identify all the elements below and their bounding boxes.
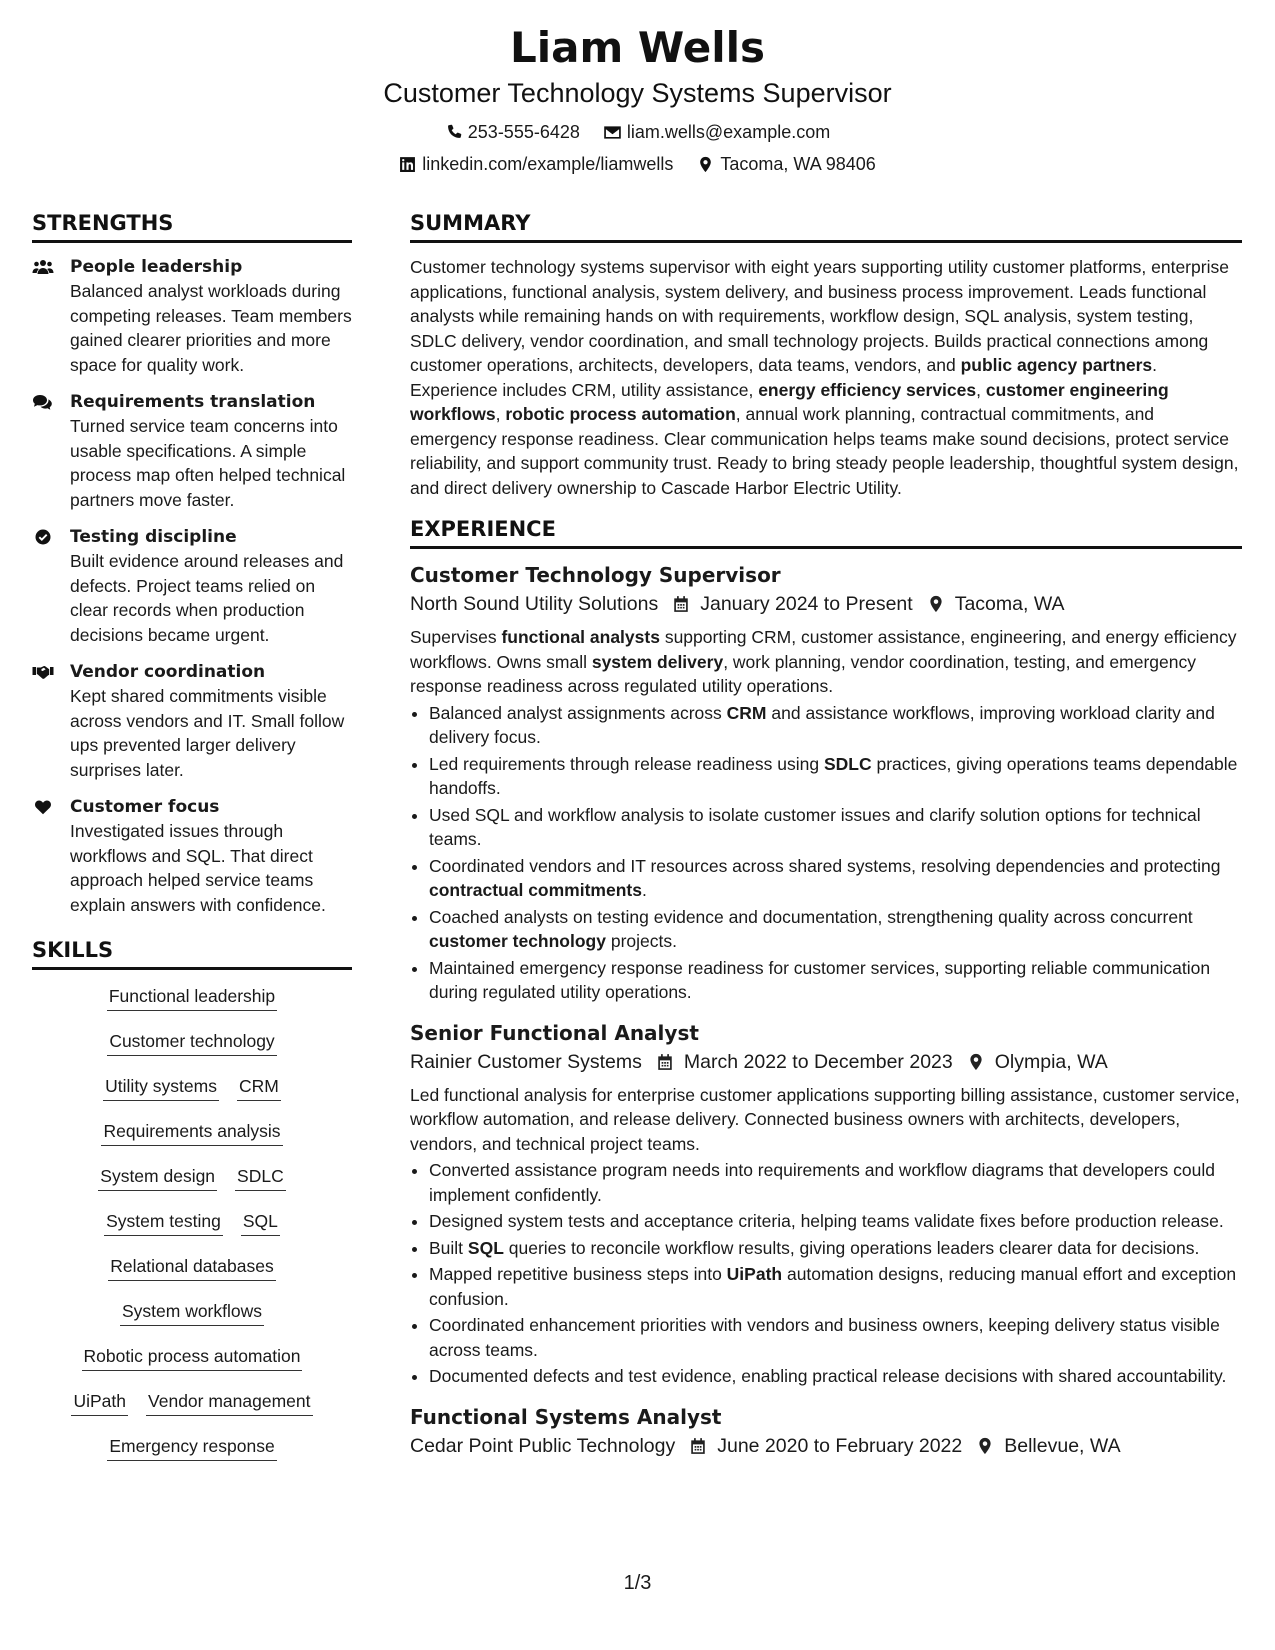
company-name: North Sound Utility Solutions (410, 593, 659, 615)
job-location (976, 1431, 1120, 1461)
company-name: Cedar Point Public Technology (410, 1434, 676, 1457)
skill-tag: SDLC (235, 1164, 286, 1191)
skill-row (32, 1254, 352, 1299)
text-run: , (976, 379, 986, 400)
skill-tag: System design (98, 1164, 217, 1191)
job-dates (656, 1047, 953, 1077)
bullet-item (429, 1313, 1242, 1362)
skill-row (32, 1389, 352, 1434)
emphasis-text: contractual commitments (429, 880, 642, 900)
skill-tag: Customer technology (107, 1029, 276, 1056)
strengths-list (32, 255, 352, 917)
text-run: Led requirements through release readiness using (429, 753, 824, 774)
bullet-item (429, 701, 1242, 750)
phone-text: 253-555-6428 (467, 122, 580, 142)
strength-item (32, 660, 352, 782)
text-run: . (641, 880, 647, 900)
text-run: Built (429, 1237, 468, 1258)
job-bullets (410, 1158, 1242, 1389)
skill-tag: Functional leadership (107, 984, 277, 1011)
job-title: Senior Functional Analyst (410, 1020, 699, 1045)
skills-section (32, 937, 352, 1479)
experience-list (410, 561, 1242, 1461)
left-column (32, 210, 352, 1479)
text-run: , work planning, vendor coordination, testing, and emergency response readiness across regulated utility operations. (410, 651, 1196, 696)
chat-icon (32, 390, 58, 512)
text-run: Customer technology systems supervisor with eight years supporting utility customer platforms, enterprise applications, functional analysis, system delivery, and business process improvement. Leads functional analysts while remaining hands on with requirements, workflow design, SQL analysis, system testing, SDLC delivery, vendor coordination, and small technology projects. Builds practical connections among customer operations, architects, developers, data teams, vendors, and (410, 257, 1229, 375)
emphasis-text: system delivery (591, 651, 724, 672)
text-run: Mapped repetitive business steps into (429, 1264, 727, 1284)
linkedin-icon (399, 156, 416, 173)
strength-desc: Built evidence around releases and defects. Project teams relied on clear records when production decisions became urgent. (70, 551, 344, 645)
heart-icon (32, 795, 58, 917)
text-run: Used SQL and workflow analysis to isolate customer issues and clarify solution options for technical teams. (429, 804, 1201, 849)
check-circle-icon (32, 525, 58, 647)
job-location-text: Olympia, WA (994, 1050, 1108, 1073)
bullet-item (429, 905, 1242, 954)
skill-tag: UiPath (71, 1389, 128, 1416)
map-pin-icon (967, 1053, 985, 1071)
strength-body (70, 525, 352, 647)
emphasis-text: UiPath (726, 1264, 783, 1284)
strength-body (70, 795, 352, 917)
text-run: , annual work planning, contractual commitments, and emergency response readiness. Clear communication helps teams make sound decisions, protect service reliability, and support community trust. Ready to bring steady people leadership, thoughtful system design, and direct delivery ownership to Cascade Harbor Electric Utility. (410, 404, 1239, 498)
job-location-text: Tacoma, WA (954, 593, 1065, 615)
job-entry (410, 561, 1242, 1005)
job-meta (410, 589, 1242, 619)
linkedin-text: linkedin.com/example/liamwells (422, 154, 674, 174)
contact-row-1 (0, 120, 1275, 144)
contact-phone (445, 120, 580, 144)
text-run: Coached analysts on testing evidence and documentation, strengthening quality across concurrent (429, 906, 1193, 927)
bullet-item (429, 1236, 1242, 1261)
job-location-text: Bellevue, WA (1004, 1434, 1121, 1457)
resume-header (0, 22, 1275, 176)
handshake-icon (32, 660, 58, 782)
strength-title: Testing discipline (70, 527, 237, 547)
emphasis-text: CRM (726, 702, 767, 723)
company-name: Rainier Customer Systems (410, 1050, 642, 1073)
skill-row (32, 1344, 352, 1389)
emphasis-text: SDLC (823, 753, 872, 774)
bullet-item (429, 752, 1242, 801)
text-run: and assistance workflows, improving workload clarity and delivery focus. (429, 702, 1215, 747)
text-run: Converted assistance program needs into requirements and workflow diagrams that developers could implement confidently. (429, 1160, 1215, 1205)
bullet-item (429, 1209, 1242, 1234)
right-column (410, 210, 1242, 1475)
text-run: Led functional analysis for enterprise customer applications supporting billing assistance, customer service, workflow automation, and release delivery. Connected business owners with architects, developers, vendors, and technical project teams. (410, 1084, 1240, 1154)
envelope-icon (604, 124, 621, 141)
skill-tag: Robotic process automation (82, 1344, 303, 1371)
page-number: 1/3 (623, 1572, 652, 1594)
summary-text (410, 255, 1242, 500)
strength-title: People leadership (70, 257, 243, 277)
strength-body (70, 390, 352, 512)
job-dates (672, 589, 912, 619)
bullet-item (429, 803, 1242, 852)
text-run: Coordinated vendors and IT resources across shared systems, resolving dependencies and protecting (429, 855, 1221, 876)
skill-row (32, 1164, 352, 1209)
contact-linkedin[interactable] (399, 152, 673, 176)
skill-tag: Relational databases (108, 1254, 275, 1281)
calendar-icon (689, 1437, 707, 1455)
skill-tag: Requirements analysis (101, 1119, 282, 1146)
text-run: Maintained emergency response readiness for customer services, supporting reliable communication during regulated utility operations. (429, 957, 1211, 1002)
job-meta (410, 1047, 1242, 1077)
job-entry (410, 1019, 1242, 1389)
skill-tag: CRM (237, 1074, 281, 1101)
job-bullets (410, 701, 1242, 1005)
bullet-item (429, 854, 1242, 903)
strength-body (70, 255, 352, 377)
job-description (410, 625, 1242, 699)
map-pin-icon (927, 595, 945, 613)
text-run: Coordinated enhancement priorities with vendors and business owners, keeping delivery status visible across teams. (429, 1315, 1220, 1360)
skill-row (32, 1434, 352, 1479)
job-dates (689, 1431, 962, 1461)
job-title: Functional Systems Analyst (410, 1404, 722, 1429)
text-run: Supervises (410, 627, 502, 647)
text-run: supporting CRM, customer assistance, engineering, and energy efficiency workflows. Owns small (410, 627, 1237, 672)
people-icon (32, 255, 58, 377)
contact-location (697, 152, 875, 176)
emphasis-text: public agency partners (960, 355, 1153, 375)
strength-item (32, 795, 352, 917)
emphasis-text: functional analysts (501, 627, 660, 647)
job-title: Customer Technology Supervisor (410, 563, 781, 587)
skill-row (32, 1299, 352, 1344)
skill-tag: System workflows (120, 1299, 264, 1326)
strength-title: Requirements translation (70, 392, 316, 412)
emphasis-text: SQL (467, 1237, 504, 1258)
strength-desc: Investigated issues through workflows and SQL. That direct approach helped service teams explain answers with confidence. (70, 821, 326, 915)
skills-list (32, 982, 352, 1479)
emphasis-text: customer technology (429, 931, 606, 951)
calendar-icon (656, 1053, 674, 1071)
map-pin-icon (697, 156, 714, 173)
text-run: . Experience includes CRM, utility assistance, (410, 355, 1158, 400)
skill-row (32, 984, 352, 1029)
job-dates-text: June 2020 to February 2022 (717, 1434, 963, 1457)
contact-email[interactable] (604, 120, 830, 144)
job-meta (410, 1431, 1242, 1461)
skill-tag: System testing (104, 1209, 223, 1236)
emphasis-text: energy efficiency services (758, 379, 977, 400)
text-run: automation designs, reducing manual effort and exception confusion. (429, 1264, 1237, 1309)
experience-heading: EXPERIENCE (410, 516, 1242, 549)
job-entry (410, 1403, 1242, 1461)
skill-tag: Utility systems (103, 1074, 219, 1101)
text-run: practices, giving operations teams dependable handoffs. (429, 753, 1238, 798)
bullet-item (429, 1364, 1242, 1389)
strength-desc: Kept shared commitments visible across vendors and IT. Small follow ups prevented larger delivery surprises later. (70, 686, 345, 780)
skill-row (32, 1074, 352, 1119)
skill-row (32, 1209, 352, 1254)
text-run: Designed system tests and acceptance criteria, helping teams validate fixes before production release. (429, 1211, 1224, 1231)
candidate-title: Customer Technology Systems Supervisor (383, 78, 892, 108)
emphasis-text: robotic process automation (505, 404, 736, 424)
job-dates-text: January 2024 to Present (700, 593, 913, 615)
map-pin-icon (976, 1437, 994, 1455)
phone-icon (445, 124, 462, 141)
bullet-item (429, 956, 1242, 1005)
emphasis-text: customer engineering workflows (410, 379, 1169, 424)
contact-row-2 (0, 152, 1275, 176)
strength-item (32, 390, 352, 512)
strength-title: Customer focus (70, 797, 220, 817)
bullet-item (429, 1158, 1242, 1207)
text-run: Documented defects and test evidence, enabling practical release decisions with shared accountability. (429, 1366, 1227, 1386)
candidate-name: Liam Wells (510, 23, 765, 72)
calendar-icon (672, 595, 690, 613)
skill-tag: Vendor management (146, 1389, 312, 1416)
text-run: queries to reconcile workflow results, giving operations leaders clearer data for decisions. (503, 1237, 1200, 1258)
strength-item (32, 255, 352, 377)
job-description (410, 1083, 1242, 1157)
summary-heading: SUMMARY (410, 210, 1242, 243)
job-location (967, 1047, 1108, 1077)
strengths-heading: STRENGTHS (32, 210, 352, 243)
text-run: Balanced analyst assignments across (429, 702, 727, 723)
skills-heading: SKILLS (32, 937, 352, 970)
bullet-item (429, 1262, 1242, 1311)
skill-row (32, 1119, 352, 1164)
email-text: liam.wells@example.com (626, 122, 831, 142)
job-location (927, 589, 1065, 619)
job-dates-text: March 2022 to December 2023 (683, 1050, 953, 1073)
text-run: , (495, 404, 506, 424)
strength-title: Vendor coordination (70, 662, 266, 682)
skill-tag: SQL (241, 1209, 280, 1236)
strength-body (70, 660, 352, 782)
strength-item (32, 525, 352, 647)
location-text: Tacoma, WA 98406 (720, 154, 876, 174)
text-run: projects. (605, 931, 677, 951)
strength-desc: Balanced analyst workloads during competing releases. Team members gained clearer priorities and more space for quality work. (70, 281, 352, 375)
strength-desc: Turned service team concerns into usable specifications. A simple process map often helped technical partners move faster. (70, 416, 346, 510)
skill-row (32, 1029, 352, 1074)
skill-tag: Emergency response (107, 1434, 276, 1461)
